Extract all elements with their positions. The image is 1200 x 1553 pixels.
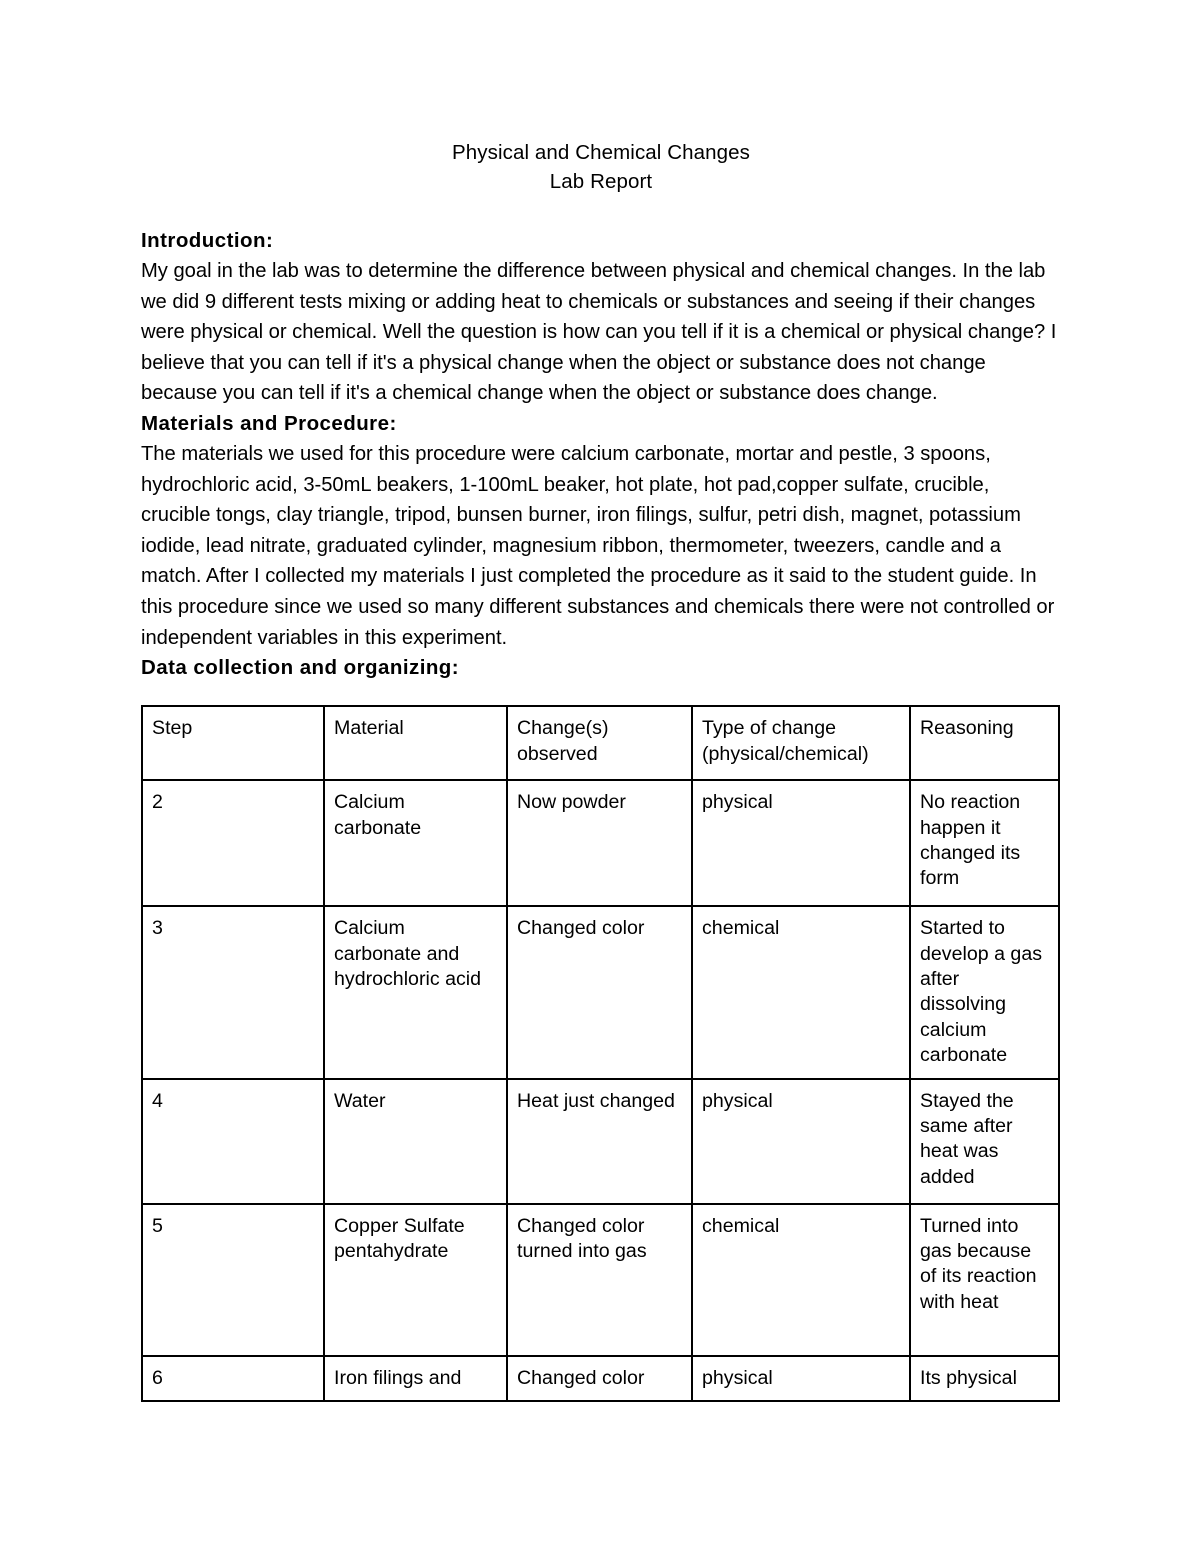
cell-step: 5 — [142, 1204, 324, 1356]
cell-material: Iron filings and — [324, 1356, 507, 1401]
table-row — [142, 780, 1059, 906]
table-header-row — [142, 706, 1059, 780]
cell-type-of-change: physical — [692, 1079, 910, 1204]
cell-step: 6 — [142, 1356, 324, 1401]
document-content — [141, 138, 1061, 1402]
materials-heading: Materials and Procedure: — [141, 411, 397, 435]
cell-step: 4 — [142, 1079, 324, 1204]
table-header-material: Material — [324, 706, 507, 780]
cell-type-of-change: chemical — [692, 906, 910, 1078]
cell-reasoning: Stayed the same after heat was added — [910, 1079, 1059, 1204]
introduction-heading: Introduction: — [141, 229, 274, 252]
cell-material: Calcium carbonate and hydrochloric acid — [324, 906, 507, 1078]
data-collection-heading: Data collection and organizing: — [141, 656, 460, 680]
introduction-paragraph: My goal in the lab was to determine the difference between physical and chemical changes. In the lab we did 9 different tests mixing or adding heat to chemicals or substances and seeing if their changes were physical or chemical. Well the question is how can you tell if it is a chemical or physical change? I believe that you can tell if it's a physical change when the object or substance does not change because you can tell if it's a chemical change when the object or substance does change. — [141, 260, 1057, 405]
cell-changes-observed: Heat just changed — [507, 1079, 692, 1204]
table-header-changes-observed: Change(s) observed — [507, 706, 692, 780]
table-row — [142, 1079, 1059, 1204]
cell-material: Water — [324, 1079, 507, 1204]
document-title-line-2: Lab Report — [549, 170, 653, 193]
cell-changes-observed: Changed color turned into gas — [507, 1204, 692, 1356]
document-title-line-1: Physical and Chemical Changes — [451, 141, 751, 164]
cell-material: Copper Sulfate pentahydrate — [324, 1204, 507, 1356]
cell-reasoning: No reaction happen it changed its form — [910, 780, 1059, 906]
observations-table — [141, 705, 1060, 1402]
table-row — [142, 1204, 1059, 1356]
table-row — [142, 1356, 1059, 1401]
cell-type-of-change: physical — [692, 780, 910, 906]
cell-type-of-change: chemical — [692, 1204, 910, 1356]
cell-changes-observed: Changed color — [507, 1356, 692, 1401]
table-header-type-of-change: Type of change (physical/chemical) — [692, 706, 910, 780]
cell-reasoning: Its physical — [910, 1356, 1059, 1401]
cell-step: 2 — [142, 780, 324, 906]
cell-reasoning: Turned into gas because of its reaction with heat — [910, 1204, 1059, 1356]
table-header-reasoning: Reasoning — [910, 706, 1059, 780]
title-spacer — [141, 196, 1061, 226]
materials-paragraph: The materials we used for this procedure were calcium carbonate, mortar and pestle, 3 spoons, hydrochloric acid, 3-50mL beakers, 1-100mL beaker, hot plate, hot pad,copper sulfate, crucible, crucible tongs, clay triangle, tripod, bunsen burner, iron filings, sulfur, petri dish, magnet, potassium iodide, lead nitrate, graduated cylinder, magnesium ribbon, thermometer, tweezers, candle and a match. After I collected my materials I just completed the procedure as it said to the student guide. In this procedure since we used so many different substances and chemicals there were not controlled or independent variables in this experiment. — [141, 442, 1055, 649]
cell-type-of-change: physical — [692, 1356, 910, 1401]
cell-material: Calcium carbonate — [324, 780, 507, 906]
table-row — [142, 906, 1059, 1078]
cell-reasoning: Started to develop a gas after dissolving calcium carbonate — [910, 906, 1059, 1078]
cell-step: 3 — [142, 906, 324, 1078]
table-header-step: Step — [142, 706, 324, 780]
cell-changes-observed: Changed color — [507, 906, 692, 1078]
cell-changes-observed: Now powder — [507, 780, 692, 906]
